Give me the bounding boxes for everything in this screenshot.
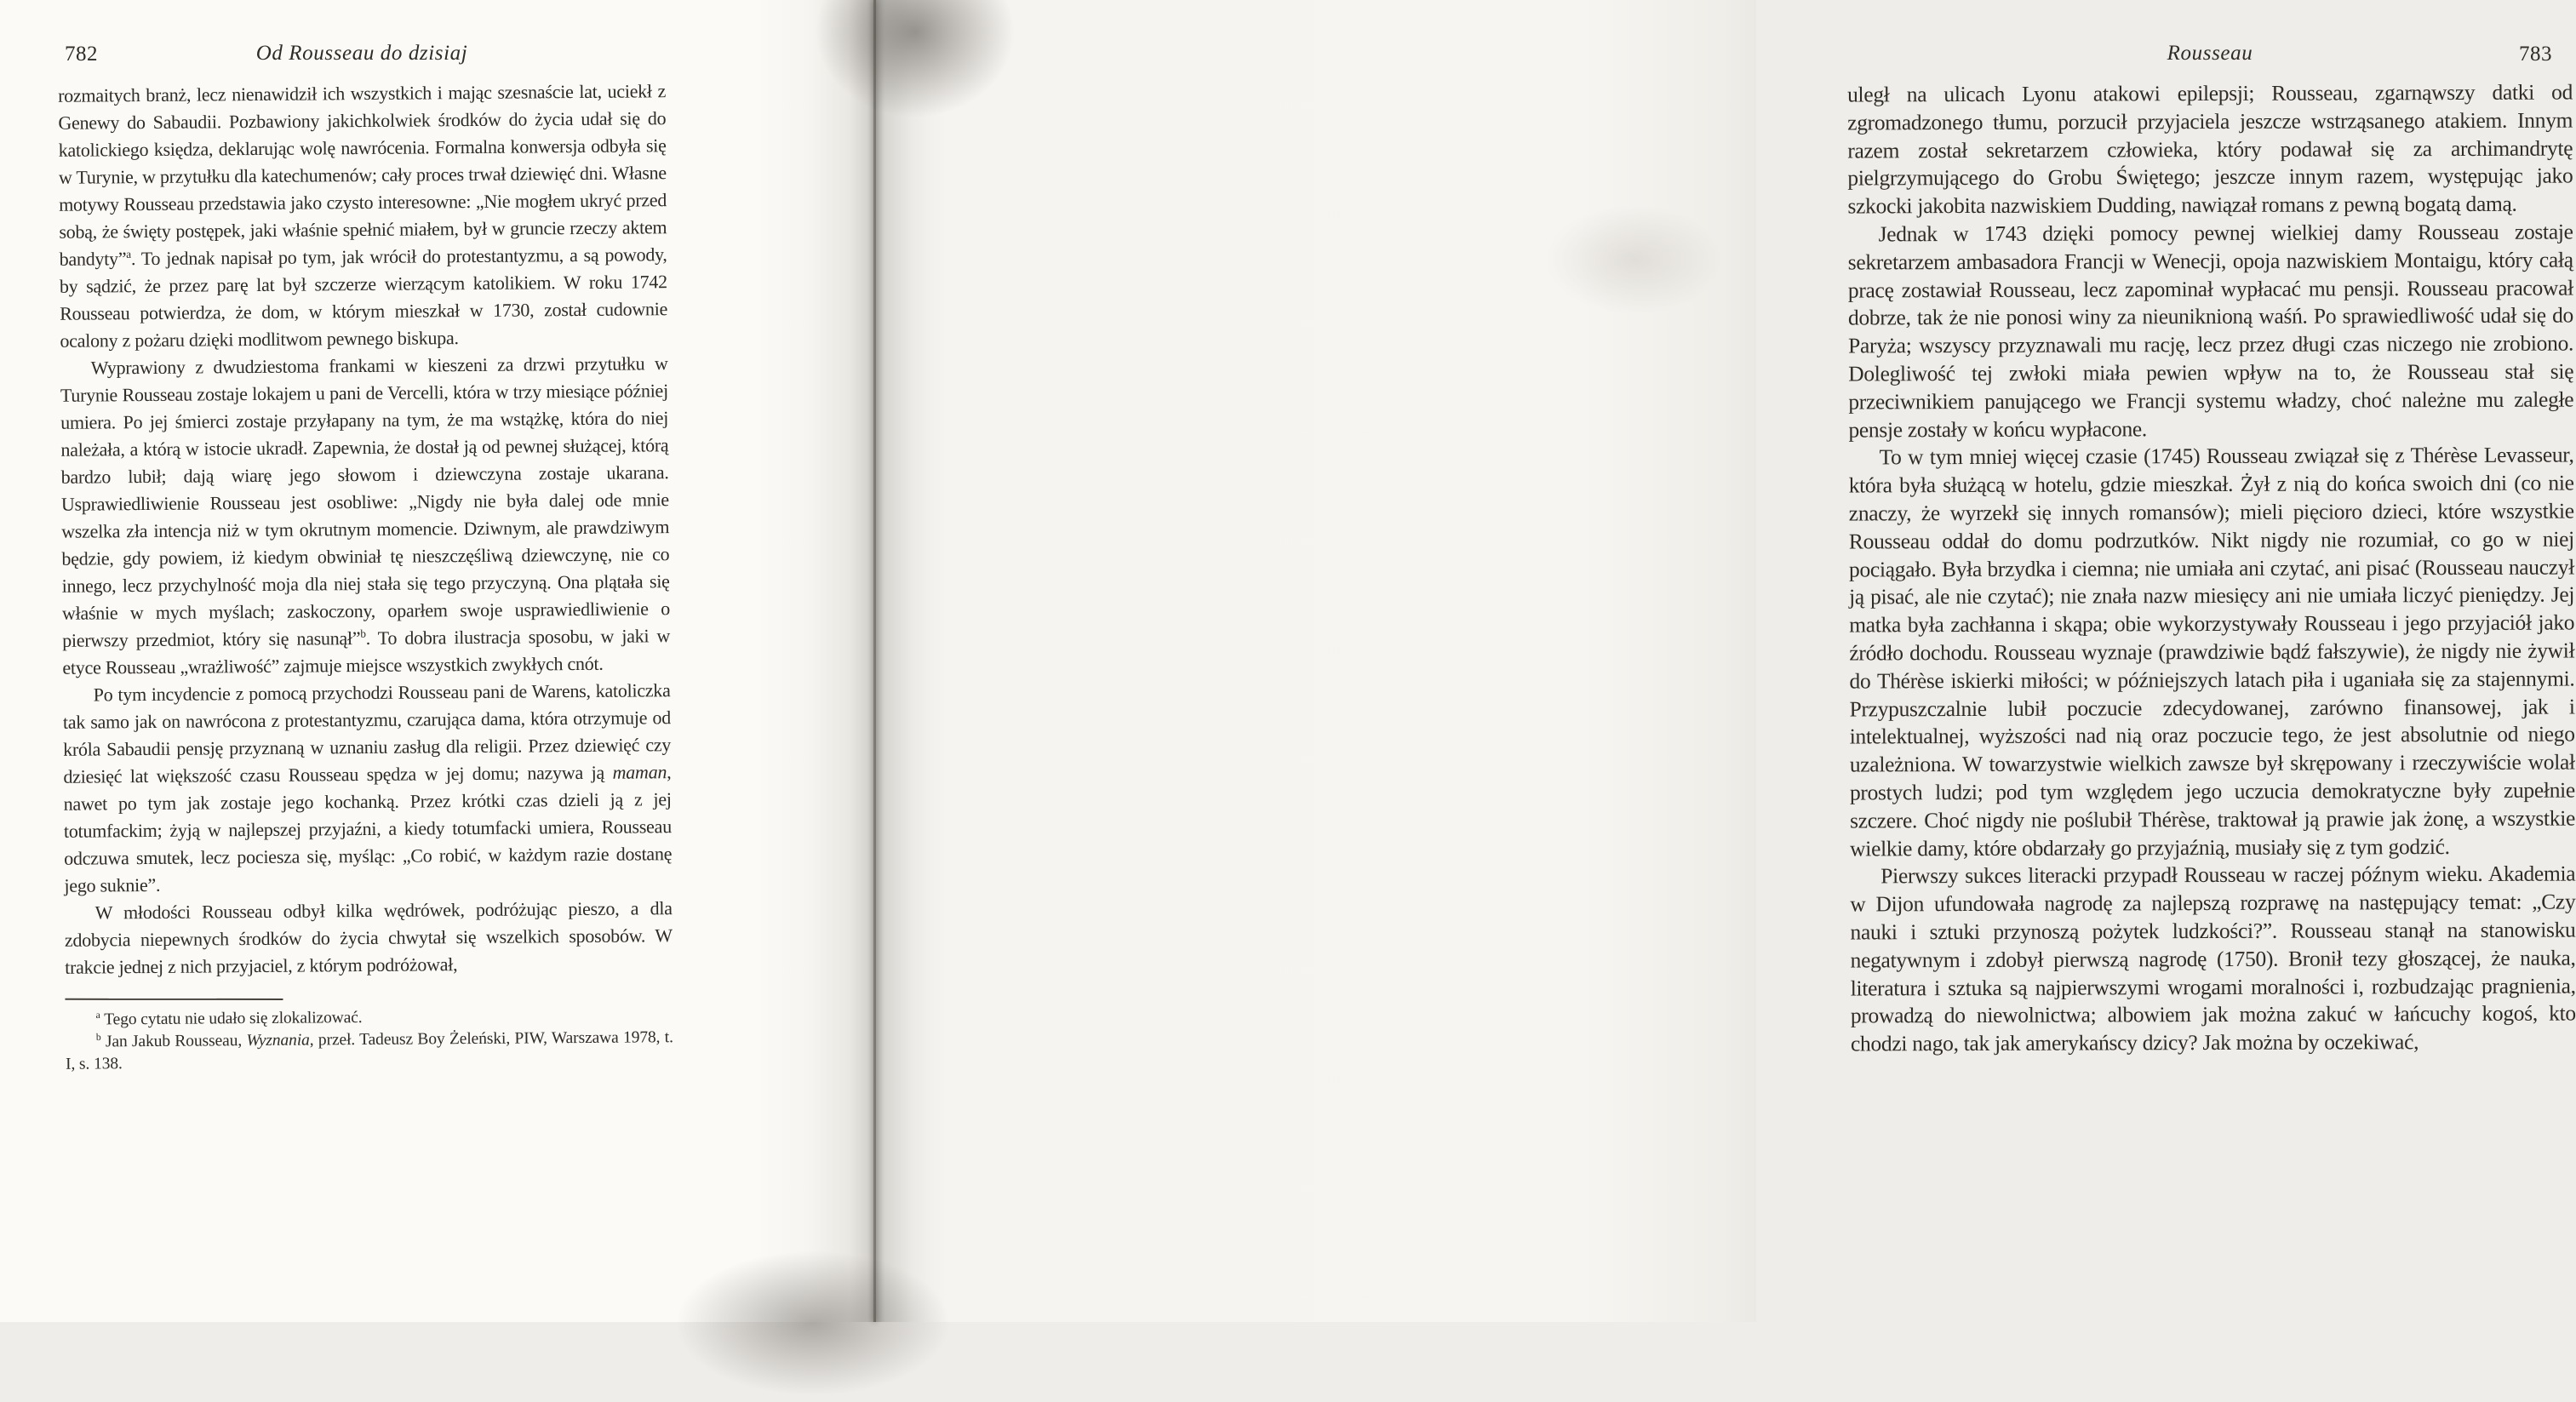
paragraph: Po tym incydencie z pomocą przychodzi Rousseau pani de Warens, katoliczka tak samo jak on nawrócona z protestantyzmu, czarująca dama, która otrzymuje od króla Sabaudii pensję przyznaną w uznaniu zasług dla religii. Przez dziewięć czy dziesięć lat większość czasu Rousseau spędza w jej domu; nazywa ją maman, nawet po tym jak zostaje jego kochanką. Przez krótki czas dzieli ją z jej totumfackim; żyją w najlepszej przyjaźni, a kiedy totumfacki umiera, Rousseau odczuwa smutek, lecz pociesza się, myśląc: „Co robić, w każdym razie dostanę jego suknie”. <box>62 679 673 896</box>
paragraph: $^b$ Jan Jakub Rousseau, Wyznania, przeł. Tadeusz Boy Żeleński, PIW, Warszawa 1978, t. I, s. 138. <box>65 1028 673 1073</box>
paragraph: Wyprawiony z dwudziestoma frankami w kieszeni za drzwi przytułku w Turynie Rousseau zostaje lokajem u pani de Vercelli, która w trzy miesiące później umiera. Po jej śmierci zostaje przyłapany na tym, że ma wstążkę, która do niej należała, a którą w istocie ukradł. Zapewnia, że dostał ją od pewnej służącej, którą bardzo lubił; dają wiarę jego słowom i dziewczyna zostaje ukarana. Usprawiedliwienie Rousseau jest osobliwe: „Nigdy nie była dalej ode mnie wszelka zła intencja niż w tym okrutnym momencie. Dziwnym, ale prawdziwym będzie, gdy powiem, iż kiedym obwiniał tę nieszczęśliwą dziewczynę, nie co innego, lecz przychylność moja dla niej stała się tego przyczyną. Ona plątała się właśnie w mych myślach; zaskoczony, oparłem swoje usprawiedliwienie o pierwszy przedmiot, który się nasunął”$^b$. To dobra ilustracja sposobu, w jaki w etyce Rousseau „wrażliwość” zajmuje miejsce wszystkich zwykłych cnót. <box>60 352 671 678</box>
paragraph: rozmaitych branż, lecz nienawidził ich wszystkich i mając szesnaście lat, uciekł z Genewy do Sabaudii. Pozbawiony jakichkolwiek środków do życia udał się do katolickiego księdza, deklarując wolę nawrócenia. Formalna konwersja odbyła się w Turynie, w przytułku dla katechumenów; cały proces trwał dziewięć dni. Własne motywy Rousseau przedstawia jako czysto interesowne: „Nie mogłem ukryć przed sobą, że święty postępek, jaki właśnie spełnić miałem, był w gruncie rzeczy aktem bandyty”$^a$. To jednak napisał po tym, jak wrócił do protestantyzmu, a są powody, by sądzić, że przez parę lat był szczerze wierzącym katolikiem. W roku 1742 Rousseau potwierdza, że dom, w którym mieszkał w 1730, został cudownie ocalony z pożaru dzięki modlitwom pewnego biskupa. <box>58 80 668 352</box>
right-page <box>877 0 2576 1322</box>
left-page-text <box>58 77 673 1076</box>
footnote-paragraphs <box>66 1004 674 1076</box>
left-page-footnotes <box>65 993 673 1076</box>
left-page-number: 782 <box>65 43 98 66</box>
right-page-text <box>1847 79 2576 1059</box>
right-page-header <box>1847 41 2573 66</box>
gutter-crease-line <box>873 0 876 1322</box>
paragraph: Pierwszy sukces literacki przypadł Rousseau w raczej późnym wieku. Akademia w Dijon ufundowała nagrodę za najlepszą rozprawę na następujący temat: „Czy nauki i sztuki przynoszą pożytek ludzkości?”. Rousseau stanął na stanowisku negatywnym i zdobył pierwszą nagrodę (1750). Bronił tezy głoszącej, że nauka, literatura i sztuka są najpierwszymi wrogami moralności i, rozbudzając pragnienia, prowadzą do niewolnictwa; albowiem jak można zakuć w łańcuchy kogoś, kto chodzi nago, tak jak amerykańscy dzicy? Jak można by oczekiwać, <box>1850 861 2576 1056</box>
left-page-paragraphs <box>58 77 673 981</box>
right-page-paragraphs <box>1847 79 2576 1059</box>
paragraph: To w tym mniej więcej czasie (1745) Rousseau związał się z Thérèse Levasseur, która była służącą w hotelu, gdzie mieszkał. Żył z nią do końca swoich dni (co nie znaczy, że wyrzekł się innych romansów); mieli pięcioro dzieci, które wszystkie Rousseau oddał do domu podrzutków. Nikt nigdy nie rozumiał, co go w niej pociągało. Była brzydka i ciemna; nie umiała ani czytać, ani pisać (Rousseau nauczył ją pisać, ale nie czytać); nie znała nazw miesięcy ani nie umiała liczyć pieniędzy. Jej matka była zachłanna i skąpa; obie wykorzystywały Rousseau i jego przyjaciół jako źródło dochodu. Rousseau wyznaje (prawdziwie bądź fałszywie), że nigdy nie żywił do Thérèse iskierki miłości; w późniejszych latach piła i uganiała się za stajennymi. Przypuszczalnie lubił poczucie zdecydowanej, zarówno finansowej, jak i intelektualnej, wyższości nad nią oraz poczucie tego, że jest absolutnie od niego uzależniona. W towarzystwie wielkich zawsze był skrępowany i rzeczywiście wolał prostych ludzi; pod tym względem jego uczucia demokratyczne były zupełnie szczere. Choć nigdy nie poślubił Thérèse, traktował ją prawie jak żonę, a wszystkie wielkie damy, które obdarzały go przyjaźnią, musiały się z tym godzić. <box>1848 442 2576 861</box>
right-running-header: Rousseau <box>2167 42 2253 65</box>
left-running-header: Od Rousseau do dzisiaj <box>255 42 468 65</box>
left-page <box>0 0 877 1322</box>
left-page-header <box>58 41 666 66</box>
footnote-rule <box>65 999 283 1000</box>
right-page-number: 783 <box>2519 43 2552 66</box>
paragraph: uległ na ulicach Lyonu atakowi epilepsji; Rousseau, zgarnąwszy datki od zgromadzonego tłumu, porzucił przyjaciela jeszcze wstrząsanego atakiem. Innym razem został sekretarzem człowieka, który podawał się za archimandrytę pielgrzymującego do Grobu Świętego; jeszcze innym razem, występując jako szkocki jakobita nazwiskiem Dudding, nawiązał romans z pewną bogatą damą. <box>1847 79 2573 219</box>
paragraph: W młodości Rousseau odbył kilka wędrówek, podróżując pieszo, a dla zdobycia niepewnych środków do życia chwytał się wszelkich sposobów. W trakcie jednej z nich przyjaciel, z którym podróżował, <box>64 897 673 978</box>
paragraph: $^a$ Tego cytatu nie udało się zlokalizować. <box>95 1009 363 1029</box>
paragraph: Jednak w 1743 dzięki pomocy pewnej wielkiej damy Rousseau zostaje sekretarzem ambasadora Francji w Wenecji, opoja nazwiskiem Montaigu, który całą pracę zostawiał Rousseau, lecz zapominał wypłacać mu pensji. Rousseau pracował dobrze, tak że nie ponosi winy za nieuniknioną waśń. Po sprawiedliwość udał się do Paryża; wszyscy przyznawali mu rację, lecz przez długi czas niczego nie zrobiono. Dolegliwość tej zwłoki miała pewien wpływ na to, że Rousseau stał się przeciwnikiem panującego we Francji systemu władzy, choć należne mu zaległe pensje zostały w końcu wypłacone. <box>1847 219 2574 443</box>
